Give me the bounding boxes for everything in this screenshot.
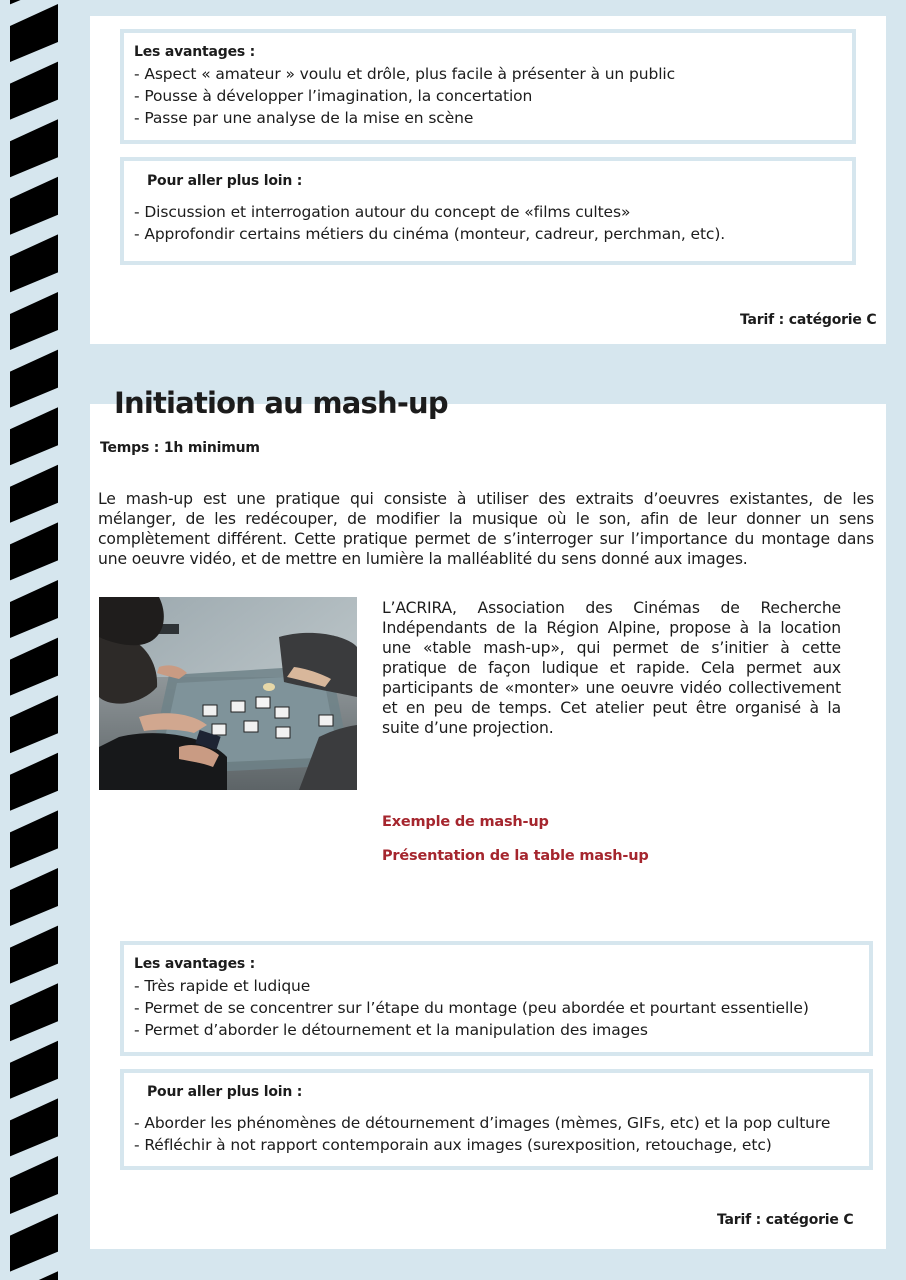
film-strip-block bbox=[10, 292, 58, 350]
mashup-table-presentation-link[interactable]: Présentation de la table mash-up bbox=[382, 848, 649, 864]
film-strip-block bbox=[10, 0, 58, 4]
section-title: Initiation au mash-up bbox=[114, 386, 448, 420]
list-item: - Aborder les phénomènes de détournement d’images (mèmes, GIFs, etc) et la pop culture bbox=[134, 1114, 831, 1132]
film-strip-block bbox=[10, 62, 58, 120]
list-item: - Pousse à développer l’imagination, la concertation bbox=[134, 87, 533, 105]
film-strip-block bbox=[10, 926, 58, 984]
list-item: - Aspect « amateur » voulu et drôle, plus facile à présenter à un public bbox=[134, 65, 676, 83]
film-strip-block bbox=[10, 1041, 58, 1099]
list-item: - Permet d’aborder le détournement et la manipulation des images bbox=[134, 1021, 648, 1039]
further-heading: Pour aller plus loin : bbox=[147, 1084, 303, 1100]
advantages-heading: Les avantages : bbox=[134, 44, 256, 60]
film-strip-block bbox=[10, 234, 58, 292]
list-item: - Très rapide et ludique bbox=[134, 977, 311, 995]
list-item: - Passe par une analyse de la mise en scène bbox=[134, 109, 474, 127]
duration-label: Temps : 1h minimum bbox=[100, 440, 260, 456]
list-item: - Réfléchir à not rapport contemporain aux images (surexposition, retouchage, etc) bbox=[134, 1136, 772, 1154]
advantages-box-mashup bbox=[120, 941, 873, 1056]
film-strip-block bbox=[10, 4, 58, 62]
tarif-mashup: Tarif : catégorie C bbox=[717, 1212, 854, 1228]
list-item: - Approfondir certains métiers du cinéma (monteur, cadreur, perchman, etc). bbox=[134, 225, 726, 243]
film-strip-block bbox=[10, 350, 58, 408]
further-heading: Pour aller plus loin : bbox=[147, 173, 303, 189]
film-strip-block bbox=[10, 465, 58, 523]
film-strip-block bbox=[10, 407, 58, 465]
acrira-description: L’ACRIRA, Association des Cinémas de Recherche Indépendants de la Région Alpine, propose à la location une «table mash-up», qui permet de s’initier à cette pratique de façon ludique et rapide. Cela permet aux participants de «monter» une oeuvre vidéo collectivement et en peu de temps. Cet atelier peut être organisé à la suite d’une projection. bbox=[382, 599, 841, 737]
film-strip-block bbox=[10, 522, 58, 580]
list-item: - Discussion et interrogation autour du concept de «films cultes» bbox=[134, 203, 631, 221]
film-strip-block bbox=[10, 695, 58, 753]
example-mashup-link[interactable]: Exemple de mash-up bbox=[382, 814, 549, 830]
film-strip-block bbox=[10, 1098, 58, 1156]
advantages-list bbox=[134, 975, 869, 1041]
further-list bbox=[134, 201, 852, 245]
list-item: - Permet de se concentrer sur l’étape du montage (peu abordée et pourtant essentielle) bbox=[134, 999, 809, 1017]
film-strip-decoration bbox=[0, 0, 78, 1280]
film-strip-block bbox=[10, 1156, 58, 1214]
film-strip-block bbox=[10, 1271, 58, 1280]
further-box-mashup bbox=[120, 1069, 873, 1170]
intro-paragraph: Le mash-up est une pratique qui consiste à utiliser des extraits d’oeuvres existantes, de les mélanger, de les redécouper, de modifier la musique où le son, afin de leur donner un sens complètement différent. Cette pratique permet de s’interroger sur l’importance du montage dans une oeuvre vidéo, et de mettre en lumière la malléablité du sens donné aux images. bbox=[98, 490, 874, 568]
mashup-table-photo bbox=[99, 597, 357, 790]
further-list bbox=[134, 1112, 869, 1156]
film-strip-block bbox=[10, 753, 58, 811]
film-strip-block bbox=[10, 868, 58, 926]
film-strip-block bbox=[10, 119, 58, 177]
film-strip-block bbox=[10, 177, 58, 235]
film-strip-block bbox=[10, 810, 58, 868]
film-strip-block bbox=[10, 638, 58, 696]
advantages-list bbox=[134, 63, 852, 129]
film-strip-graphic bbox=[0, 0, 78, 1280]
advantages-box-top bbox=[120, 29, 856, 144]
film-strip-block bbox=[10, 1214, 58, 1272]
film-strip-block bbox=[10, 983, 58, 1041]
advantages-heading: Les avantages : bbox=[134, 956, 256, 972]
further-box-top bbox=[120, 157, 856, 265]
tarif-top: Tarif : catégorie C bbox=[740, 312, 877, 328]
film-strip-block bbox=[10, 580, 58, 638]
